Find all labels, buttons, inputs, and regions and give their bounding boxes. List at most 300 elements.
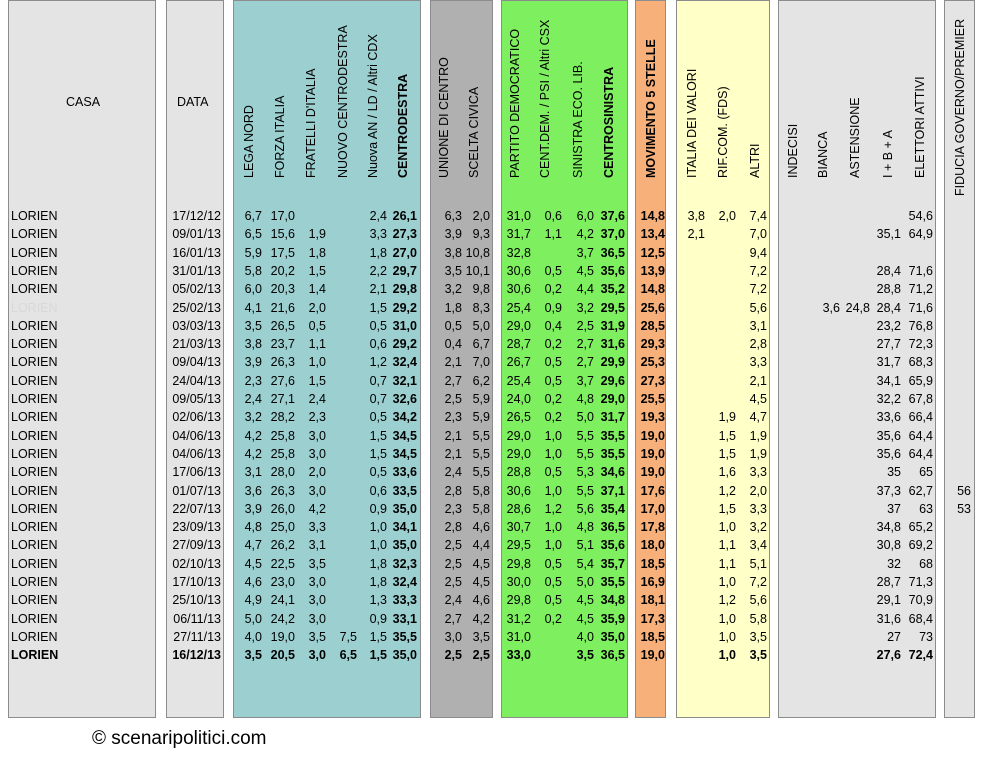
header-casa: CASA — [66, 95, 101, 109]
value-cell: 31,0 — [506, 209, 531, 223]
value-cell: 5,6 — [749, 593, 767, 608]
value-cell: 4,5 — [472, 556, 490, 571]
value-cell: 3,5 — [576, 648, 594, 663]
value-cell: 4,6 — [472, 593, 490, 608]
casa-cell: LORIEN — [11, 337, 58, 352]
value-cell: 3,2 — [444, 282, 462, 297]
value-cell: 25,6 — [640, 300, 665, 315]
value-cell: 0,5 — [544, 465, 562, 480]
value-cell: 28,4 — [876, 300, 901, 315]
value-cell: 64,4 — [908, 428, 933, 443]
value-cell: 17,8 — [640, 520, 665, 535]
value-cell: 23,0 — [270, 575, 295, 589]
value-cell: 31,7 — [600, 410, 625, 425]
value-cell: 3,1 — [308, 538, 326, 553]
value-cell: 17,5 — [270, 245, 295, 260]
value-cell: 1,2 — [369, 355, 387, 370]
column-header: SCELTA CIVICA — [467, 86, 481, 178]
value-cell: 3,5 — [444, 263, 462, 278]
value-cell: 35,6 — [600, 538, 625, 553]
column-header: FIDUCIA GOVERNO/PREMIER — [953, 18, 967, 196]
value-cell: 1,9 — [749, 428, 767, 443]
value-cell: 23,2 — [876, 318, 901, 333]
date-cell: 01/07/13 — [172, 483, 221, 498]
value-cell: 2,0 — [749, 483, 767, 498]
value-cell: 1,0 — [718, 648, 736, 663]
value-cell: 3,0 — [308, 428, 326, 443]
column-header: NUOVO CENTRODESTRA — [336, 25, 350, 178]
column-header: INDECISI — [786, 123, 800, 178]
value-cell: 1,0 — [544, 520, 562, 535]
value-cell: 26,0 — [270, 501, 295, 516]
value-cell: 6,7 — [244, 209, 262, 223]
value-cell: 10,8 — [465, 245, 490, 260]
value-cell: 7,2 — [749, 263, 767, 278]
value-cell: 27,6 — [876, 648, 901, 663]
value-cell: 0,5 — [369, 318, 387, 333]
value-cell: 19,0 — [640, 465, 665, 480]
value-cell: 2,7 — [444, 611, 462, 626]
value-cell: 30,6 — [506, 282, 531, 297]
value-cell: 2,7 — [576, 355, 594, 370]
value-cell: 5,9 — [472, 392, 490, 406]
value-cell: 31,6 — [600, 337, 625, 352]
value-cell: 5,4 — [576, 556, 594, 571]
value-cell: 0,5 — [544, 575, 562, 589]
value-cell: 24,1 — [270, 593, 295, 608]
value-cell: 35,1 — [876, 227, 901, 242]
value-cell: 0,6 — [369, 483, 387, 498]
value-cell: 32,1 — [392, 373, 417, 388]
value-cell: 2,4 — [369, 209, 387, 223]
value-cell: 0,2 — [544, 337, 562, 352]
value-cell: 1,0 — [544, 428, 562, 443]
value-cell: 73 — [919, 629, 933, 644]
value-cell: 37,3 — [876, 483, 901, 498]
value-cell: 19,3 — [640, 410, 665, 425]
value-cell: 3,1 — [244, 465, 262, 480]
value-cell: 5,9 — [244, 245, 262, 260]
value-cell: 1,0 — [718, 611, 736, 626]
column-header: SINISTRA ECO. LIB. — [571, 61, 585, 178]
value-cell: 2,4 — [244, 392, 262, 406]
value-cell: 18,5 — [640, 556, 665, 571]
date-cell: 27/09/13 — [172, 538, 221, 553]
value-cell: 35,0 — [600, 629, 625, 644]
value-cell: 1,4 — [308, 282, 326, 297]
casa-cell: LORIEN — [11, 446, 58, 461]
value-cell: 4,2 — [576, 227, 594, 242]
value-cell: 2,8 — [749, 337, 767, 352]
value-cell: 66,4 — [908, 410, 933, 425]
value-cell: 0,7 — [369, 392, 387, 406]
casa-cell: LORIEN — [11, 483, 58, 498]
column-header: MOVIMENTO 5 STELLE — [644, 39, 658, 178]
value-cell: 7,2 — [749, 575, 767, 589]
value-cell: 34,8 — [600, 593, 625, 608]
value-cell: 64,9 — [908, 227, 933, 242]
value-cell: 56 — [957, 483, 971, 498]
value-cell: 6,3 — [444, 209, 462, 223]
value-cell: 3,7 — [576, 245, 594, 260]
value-cell: 35,5 — [600, 428, 625, 443]
value-cell: 3,2 — [244, 410, 262, 425]
value-cell: 25,8 — [270, 446, 295, 461]
value-cell: 3,5 — [308, 556, 326, 571]
value-cell: 33,6 — [392, 465, 417, 480]
value-cell: 3,9 — [444, 227, 462, 242]
value-cell: 4,2 — [308, 501, 326, 516]
value-cell: 68,3 — [908, 355, 933, 370]
value-cell: 0,9 — [369, 611, 387, 626]
value-cell: 1,8 — [444, 300, 462, 315]
value-cell: 35,6 — [876, 428, 901, 443]
value-cell: 6,5 — [244, 227, 262, 242]
value-cell: 3,7 — [576, 373, 594, 388]
value-cell: 18,5 — [640, 629, 665, 644]
value-cell: 35,9 — [600, 611, 625, 626]
date-cell: 17/10/13 — [172, 575, 221, 589]
value-cell: 29,2 — [392, 337, 417, 352]
value-cell: 1,5 — [369, 629, 387, 644]
casa-cell: LORIEN — [11, 263, 58, 278]
value-cell: 4,0 — [244, 629, 262, 644]
value-cell: 3,5 — [308, 629, 326, 644]
value-cell: 5,5 — [576, 446, 594, 461]
value-cell: 29,5 — [600, 300, 625, 315]
value-cell: 34,8 — [876, 520, 901, 535]
value-cell: 5,1 — [576, 538, 594, 553]
value-cell: 35,5 — [600, 575, 625, 589]
value-cell: 36,5 — [600, 648, 625, 663]
value-cell: 2,5 — [444, 648, 462, 663]
date-cell: 09/05/13 — [172, 392, 221, 406]
value-cell: 32,8 — [506, 245, 531, 260]
value-cell: 29,6 — [600, 373, 625, 388]
value-cell: 3,4 — [749, 538, 767, 553]
value-cell: 2,8 — [444, 520, 462, 535]
column-header: PARTITO DEMOCRATICO — [508, 28, 522, 178]
value-cell: 1,5 — [718, 501, 736, 516]
value-cell: 3,6 — [244, 483, 262, 498]
value-cell: 36,5 — [600, 245, 625, 260]
value-cell: 68,4 — [908, 611, 933, 626]
value-cell: 2,5 — [444, 575, 462, 589]
column-header: I + B + A — [881, 130, 895, 178]
value-cell: 2,7 — [576, 337, 594, 352]
value-cell: 1,2 — [544, 501, 562, 516]
value-cell: 1,0 — [544, 538, 562, 553]
value-cell: 1,9 — [718, 410, 736, 425]
value-cell: 63 — [919, 501, 933, 516]
value-cell: 3,3 — [749, 501, 767, 516]
value-cell: 5,0 — [576, 575, 594, 589]
value-cell: 2,5 — [576, 318, 594, 333]
value-cell: 6,0 — [244, 282, 262, 297]
value-cell: 18,1 — [640, 593, 665, 608]
value-cell: 1,9 — [749, 446, 767, 461]
value-cell: 0,4 — [444, 337, 462, 352]
value-cell: 4,1 — [244, 300, 262, 315]
value-cell: 65 — [919, 465, 933, 480]
value-cell: 4,2 — [244, 428, 262, 443]
value-cell: 5,8 — [472, 483, 490, 498]
value-cell: 72,4 — [908, 648, 933, 663]
column-header: Nuova AN / LD / Altri CDX — [366, 34, 380, 178]
value-cell: 72,3 — [908, 337, 933, 352]
value-cell: 29,9 — [600, 355, 625, 370]
value-cell: 28,7 — [506, 337, 531, 352]
value-cell: 5,5 — [576, 483, 594, 498]
value-cell: 9,8 — [472, 282, 490, 297]
value-cell: 19,0 — [640, 648, 665, 663]
header-data: DATA — [177, 95, 209, 109]
value-cell: 0,2 — [544, 410, 562, 425]
value-cell: 4,5 — [576, 611, 594, 626]
value-cell: 1,8 — [369, 575, 387, 589]
value-cell: 1,5 — [308, 263, 326, 278]
value-cell: 29,2 — [392, 300, 417, 315]
value-cell: 28,8 — [506, 465, 531, 480]
value-cell: 17,6 — [640, 483, 665, 498]
date-cell: 09/04/13 — [172, 355, 221, 370]
value-cell: 32,4 — [392, 575, 417, 589]
value-cell: 26,7 — [506, 355, 531, 370]
value-cell: 4,0 — [576, 629, 594, 644]
value-cell: 2,3 — [444, 410, 462, 425]
value-cell: 29,7 — [392, 263, 417, 278]
value-cell: 1,1 — [544, 227, 562, 242]
value-cell: 1,5 — [369, 648, 387, 663]
value-cell: 3,0 — [308, 611, 326, 626]
value-cell: 0,2 — [544, 392, 562, 406]
date-cell: 17/12/12 — [172, 209, 221, 223]
value-cell: 2,0 — [718, 209, 736, 223]
value-cell: 26,1 — [392, 209, 417, 223]
value-cell: 3,2 — [749, 520, 767, 535]
value-cell: 3,0 — [308, 648, 326, 663]
date-cell: 22/07/13 — [172, 501, 221, 516]
value-cell: 71,2 — [908, 282, 933, 297]
value-cell: 4,8 — [576, 520, 594, 535]
value-cell: 68 — [919, 556, 933, 571]
date-cell: 04/06/13 — [172, 446, 221, 461]
casa-cell: LORIEN — [11, 611, 58, 626]
date-cell: 23/09/13 — [172, 520, 221, 535]
value-cell: 1,0 — [308, 355, 326, 370]
value-cell: 32 — [887, 556, 901, 571]
value-cell: 5,6 — [749, 300, 767, 315]
value-cell: 24,2 — [270, 611, 295, 626]
value-cell: 6,5 — [339, 648, 357, 663]
value-cell: 27 — [887, 629, 901, 644]
date-cell: 05/02/13 — [172, 282, 221, 297]
value-cell: 29,0 — [600, 392, 625, 406]
date-cell: 16/01/13 — [172, 245, 221, 260]
value-cell: 30,0 — [506, 575, 531, 589]
value-cell: 29,3 — [640, 337, 665, 352]
value-cell: 4,5 — [472, 575, 490, 589]
value-cell: 19,0 — [270, 629, 295, 644]
column-header: FORZA ITALIA — [273, 95, 287, 178]
value-cell: 1,2 — [718, 483, 736, 498]
value-cell: 17,0 — [640, 501, 665, 516]
value-cell: 1,9 — [308, 227, 326, 242]
value-cell: 5,8 — [472, 501, 490, 516]
value-cell: 7,0 — [749, 227, 767, 242]
date-cell: 27/11/13 — [173, 629, 221, 644]
value-cell: 29,1 — [876, 593, 901, 608]
value-cell: 1,0 — [718, 575, 736, 589]
value-cell: 3,5 — [749, 648, 767, 663]
date-cell: 03/03/13 — [172, 318, 221, 333]
value-cell: 35,2 — [600, 282, 625, 297]
value-cell: 0,5 — [308, 318, 326, 333]
value-cell: 5,0 — [244, 611, 262, 626]
value-cell: 3,0 — [444, 629, 462, 644]
value-cell: 27,7 — [876, 337, 901, 352]
value-cell: 28,8 — [876, 282, 901, 297]
value-cell: 2,7 — [444, 373, 462, 388]
column-header: ASTENSIONE — [848, 97, 862, 178]
value-cell: 0,5 — [369, 410, 387, 425]
value-cell: 3,3 — [369, 227, 387, 242]
value-cell: 35,0 — [392, 648, 417, 663]
column-header: FRATELLI D'ITALIA — [304, 68, 318, 178]
value-cell: 5,5 — [472, 428, 490, 443]
value-cell: 31,2 — [506, 611, 531, 626]
column-header: LEGA NORD — [242, 105, 256, 178]
value-cell: 69,2 — [908, 538, 933, 553]
value-cell: 71,6 — [908, 300, 933, 315]
copyright: © scenaripolitici.com — [92, 728, 267, 749]
value-cell: 65,2 — [908, 520, 933, 535]
value-cell: 28,2 — [270, 410, 295, 425]
value-cell: 3,8 — [444, 245, 462, 260]
value-cell: 3,0 — [308, 446, 326, 461]
value-cell: 1,0 — [544, 446, 562, 461]
value-cell: 0,5 — [544, 593, 562, 608]
value-cell: 19,0 — [640, 428, 665, 443]
value-cell: 4,9 — [244, 593, 262, 608]
value-cell: 14,8 — [640, 209, 665, 223]
value-cell: 64,4 — [908, 446, 933, 461]
value-cell: 29,8 — [506, 556, 531, 571]
value-cell: 20,3 — [270, 282, 295, 297]
value-cell: 0,4 — [544, 318, 562, 333]
value-cell: 7,0 — [472, 355, 490, 370]
value-cell: 36,5 — [600, 520, 625, 535]
value-cell: 7,4 — [749, 209, 767, 223]
value-cell: 34,1 — [392, 520, 417, 535]
value-cell: 22,5 — [270, 556, 295, 571]
value-cell: 24,0 — [506, 392, 531, 406]
value-cell: 27,0 — [392, 245, 417, 260]
value-cell: 1,1 — [308, 337, 326, 352]
value-cell: 24,8 — [845, 300, 870, 315]
value-cell: 14,8 — [640, 282, 665, 297]
value-cell: 2,4 — [444, 593, 462, 608]
value-cell: 31,7 — [506, 227, 531, 242]
value-cell: 31,6 — [876, 611, 901, 626]
value-cell: 16,9 — [640, 575, 665, 589]
value-cell: 2,5 — [444, 556, 462, 571]
casa-cell: LORIEN — [11, 318, 58, 333]
value-cell: 37,0 — [600, 227, 625, 242]
date-cell: 04/06/13 — [172, 428, 221, 443]
value-cell: 3,0 — [308, 575, 326, 589]
value-cell: 2,5 — [444, 392, 462, 406]
value-cell: 20,5 — [270, 648, 295, 663]
value-cell: 1,1 — [718, 556, 736, 571]
casa-cell: LORIEN — [11, 575, 58, 589]
value-cell: 1,2 — [718, 593, 736, 608]
value-cell: 35,5 — [600, 446, 625, 461]
value-cell: 29,0 — [506, 318, 531, 333]
value-cell: 4,2 — [472, 611, 490, 626]
value-cell: 13,4 — [640, 227, 665, 242]
value-cell: 33,3 — [392, 593, 417, 608]
value-cell: 4,4 — [576, 282, 594, 297]
value-cell: 4,7 — [244, 538, 262, 553]
value-cell: 25,8 — [270, 428, 295, 443]
value-cell: 2,2 — [369, 263, 387, 278]
value-cell: 3,2 — [576, 300, 594, 315]
value-cell: 1,3 — [369, 593, 387, 608]
value-cell: 6,0 — [576, 209, 594, 223]
value-cell: 0,6 — [369, 337, 387, 352]
value-cell: 70,9 — [908, 593, 933, 608]
value-cell: 71,3 — [908, 575, 933, 589]
casa-cell: LORIEN — [11, 300, 58, 315]
value-cell: 1,0 — [544, 483, 562, 498]
value-cell: 2,3 — [308, 410, 326, 425]
casa-cell: LORIEN — [11, 209, 58, 223]
value-cell: 2,3 — [444, 501, 462, 516]
casa-cell: LORIEN — [11, 538, 58, 553]
value-cell: 29,8 — [506, 593, 531, 608]
value-cell: 1,5 — [718, 428, 736, 443]
casa-cell: LORIEN — [11, 501, 58, 516]
column-header: ELETTORI ATTIVI — [913, 76, 927, 178]
casa-cell: LORIEN — [11, 465, 58, 480]
value-cell: 26,3 — [270, 483, 295, 498]
value-cell: 2,1 — [749, 373, 767, 388]
value-cell: 29,0 — [506, 428, 531, 443]
value-cell: 71,6 — [908, 263, 933, 278]
column-header: BIANCA — [816, 131, 830, 178]
value-cell: 25,4 — [506, 300, 531, 315]
value-cell: 4,2 — [244, 446, 262, 461]
value-cell: 31,0 — [392, 318, 417, 333]
value-cell: 12,5 — [640, 245, 665, 260]
value-cell: 3,8 — [687, 209, 705, 223]
value-cell: 4,5 — [576, 593, 594, 608]
date-cell: 24/04/13 — [172, 373, 221, 388]
value-cell: 32,2 — [876, 392, 901, 406]
value-cell: 1,8 — [308, 245, 326, 260]
value-cell: 25,5 — [640, 392, 665, 406]
value-cell: 1,0 — [718, 520, 736, 535]
value-cell: 30,8 — [876, 538, 901, 553]
value-cell: 7,5 — [339, 629, 357, 644]
value-cell: 8,3 — [472, 300, 490, 315]
value-cell: 4,6 — [244, 575, 262, 589]
value-cell: 35,0 — [392, 501, 417, 516]
column-header: RIF.COM. (FDS) — [716, 86, 730, 178]
value-cell: 3,5 — [749, 629, 767, 644]
value-cell: 0,9 — [369, 501, 387, 516]
